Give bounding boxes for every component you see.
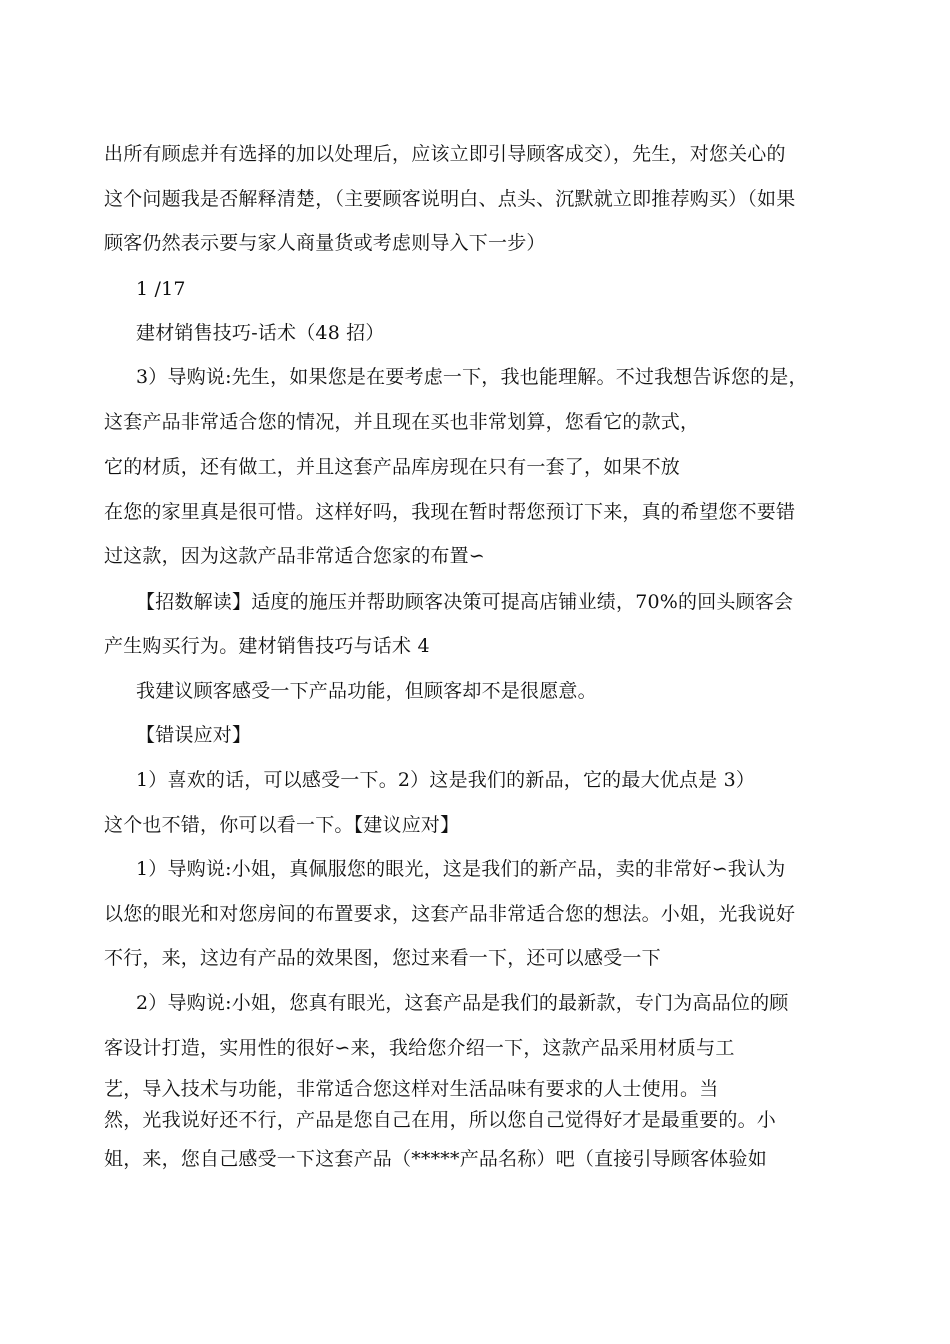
text-line: 这个问题我是否解释清楚，（主要顾客说明白、点头、沉默就立即推荐购买）（如果 — [104, 188, 796, 210]
text-line: 我建议顾客感受一下产品功能，但顾客却不是很愿意。 — [136, 680, 597, 702]
text-line: 【招数解读】适度的施压并帮助顾客决策可提高店铺业绩，70%的回头顾客会 — [136, 591, 794, 613]
text-line: 顾客仍然表示要与家人商量货或考虑则导入下一步） — [104, 232, 546, 254]
section-title: 建材销售技巧-话术（48 招） — [136, 322, 385, 344]
text-line: 客设计打造，实用性的很好∽来，我给您介绍一下，这款产品采用材质与工 — [104, 1037, 735, 1059]
text-line: 这套产品非常适合您的情况，并且现在买也非常划算，您看它的款式， — [104, 411, 700, 433]
text-line: 然，光我说好还不行，产品是您自己在用，所以您自己觉得好才是最重要的。小 — [104, 1109, 777, 1131]
text-line: 这个也不错，你可以看一下。【建议应对】 — [104, 814, 460, 836]
section-heading: 【错误应对】 — [136, 724, 252, 746]
page-number: 1 /17 — [136, 278, 186, 300]
text-line: 2）导购说:小姐，您真有眼光，这套产品是我们的最新款，专门为高品位的顾 — [136, 992, 789, 1014]
text-line: 出所有顾虑并有选择的加以处理后，应该立即引导顾客成交），先生，对您关心的 — [104, 143, 786, 165]
text-line: 艺，导入技术与功能，非常适合您这样对生活品味有要求的人士使用。当 — [104, 1078, 719, 1100]
text-line: 不行，来，这边有产品的效果图，您过来看一下，还可以感受一下 — [104, 947, 661, 969]
text-line: 以您的眼光和对您房间的布置要求，这套产品非常适合您的想法。小姐，光我说好 — [104, 903, 796, 925]
text-line: 产生购买行为。建材销售技巧与话术 4 — [104, 635, 430, 657]
text-line: 3）导购说:先生，如果您是在要考虑一下，我也能理解。不过我想告诉您的是， — [136, 366, 808, 388]
text-line: 过这款，因为这款产品非常适合您家的布置∽ — [104, 545, 485, 567]
text-line: 1）导购说:小姐，真佩服您的眼光，这是我们的新产品，卖的非常好∽我认为 — [136, 858, 786, 880]
text-line: 在您的家里真是很可惜。这样好吗，我现在暂时帮您预订下来，真的希望您不要错 — [104, 501, 796, 523]
text-line: 它的材质，还有做工，并且这套产品库房现在只有一套了，如果不放 — [104, 456, 681, 478]
text-line: 1）喜欢的话，可以感受一下。2）这是我们的新品，它的最大优点是 3） — [136, 769, 756, 791]
text-line: 姐，来，您自己感受一下这套产品（*****产品名称）吧（直接引导顾客体验如 — [104, 1148, 767, 1170]
